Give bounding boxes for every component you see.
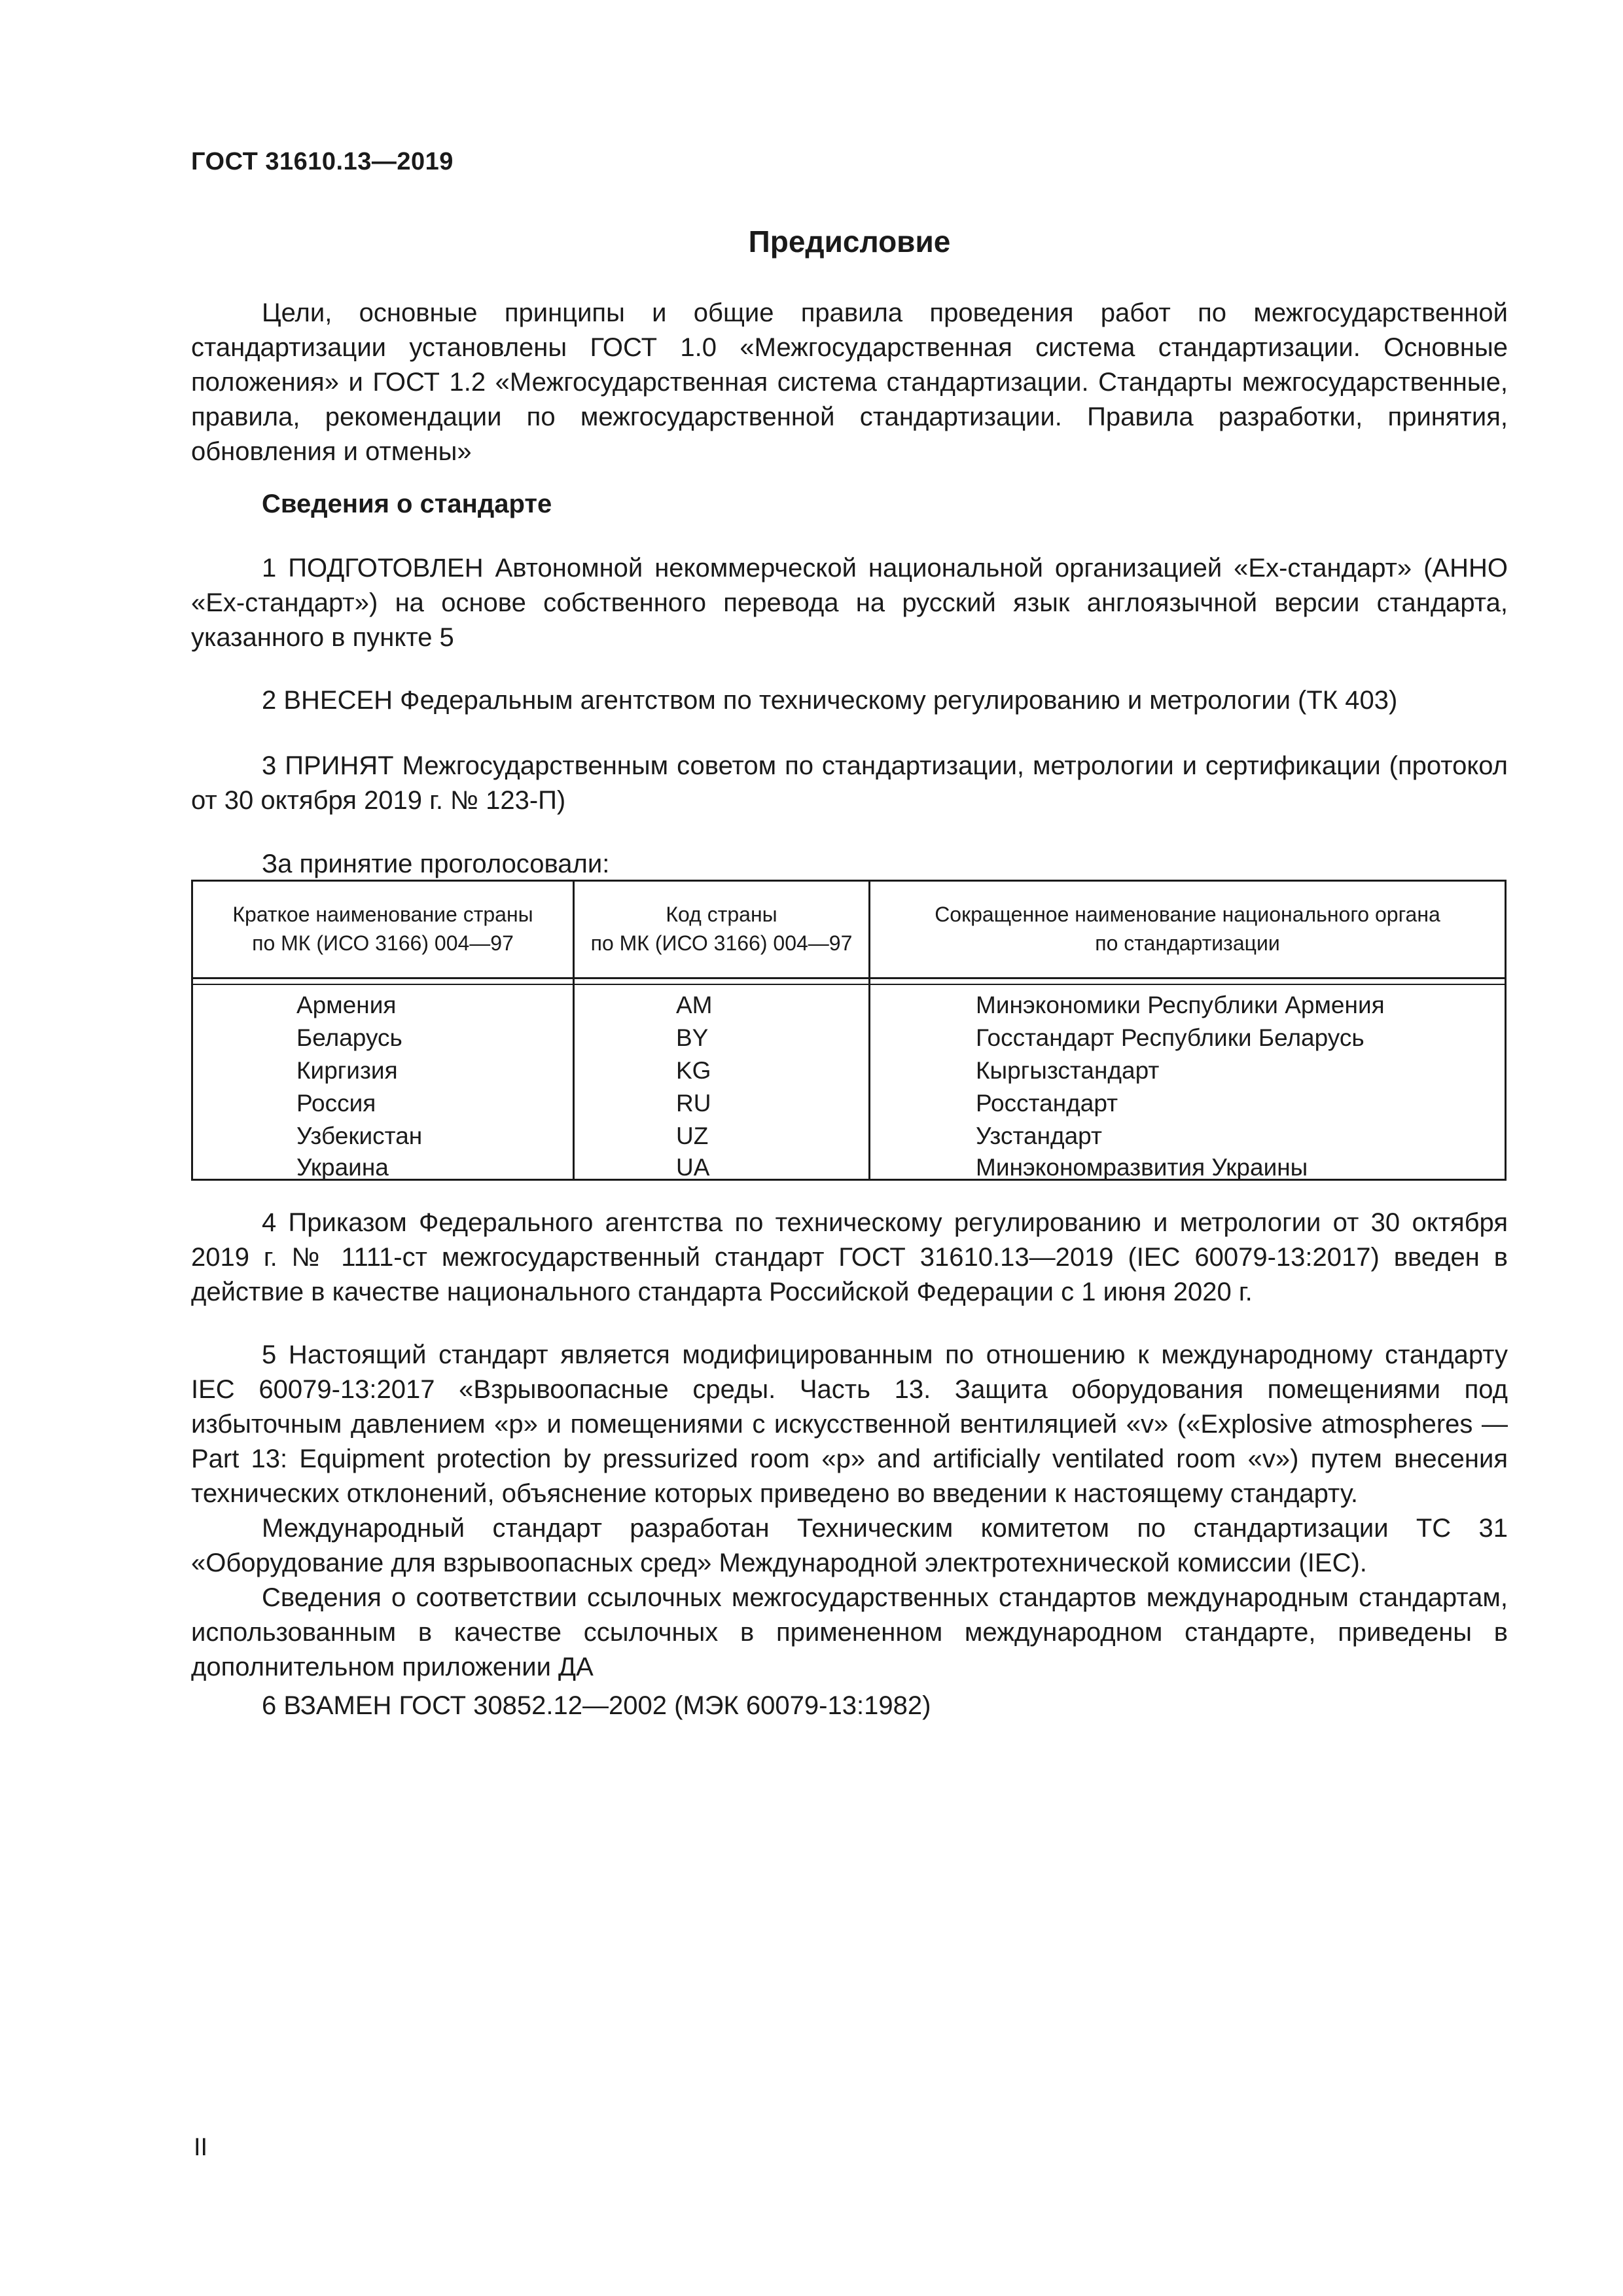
table-cell-country: Армения [296, 992, 397, 1018]
table-cell-code: UZ [676, 1122, 709, 1149]
item-2-paragraph: 2 ВНЕСЕН Федеральным агентством по техническому регулированию и метрологии (ТК 403) [262, 686, 1398, 715]
voting-table [191, 880, 1507, 1181]
section-title: Предисловие [748, 224, 951, 259]
about-standard-heading: Сведения о стандарте [262, 490, 552, 518]
table-cell-code: RU [676, 1090, 711, 1117]
table-cell-body: Узстандарт [976, 1122, 1102, 1149]
table-cell-body: Минэкономики Республики Армения [976, 992, 1385, 1018]
table-cell-code: AM [676, 992, 713, 1018]
table-cell-body: Росстандарт [976, 1090, 1118, 1117]
page-number: II [194, 2134, 208, 2161]
table-cell-body: Госстандарт Республики Беларусь [976, 1024, 1364, 1051]
table-cell-country: Украина [296, 1154, 389, 1181]
table-header-rule [193, 984, 1505, 985]
table-cell-code: BY [676, 1024, 709, 1051]
intro-paragraph: Цели, основные принципы и общие правила проведения работ по межгосударственной стандартизации установлены ГОСТ 1.0 «Межгосударственная система стандартизации. Основные положения» и ГОСТ 1.2 «Межгосударственная система стандартизации. Стандарты межгосударственные, правила, рекомендации по межгосударственной стандартизации. Правила разработки, принятия, обновления и отмены» [191, 298, 1508, 466]
table-cell-country: Узбекистан [296, 1122, 423, 1149]
table-cell-code: UA [676, 1154, 710, 1181]
document-code: ГОСТ 31610.13—2019 [191, 148, 454, 175]
table-cell-body: Кыргызстандарт [976, 1057, 1160, 1084]
document-page [191, 0, 1508, 2296]
table-header-body: Сокращенное наименование национального органа по стандартизации [935, 903, 1440, 955]
item-3-paragraph: 3 ПРИНЯТ Межгосударственным советом по стандартизации, метрологии и сертификации (протокол от 30 октября 2019 г. № 123-П) [191, 751, 1508, 815]
table-cell-body: Минэкономразвития Украины [976, 1154, 1308, 1181]
item-6-paragraph: 6 ВЗАМЕН ГОСТ 30852.12—2002 (МЭК 60079-13:1982) [262, 1691, 931, 1720]
table-cell-code: KG [676, 1057, 711, 1084]
voted-label: За принятие проголосовали: [262, 850, 610, 878]
table-header-code: Код страны по МК (ИСО 3166) 004—97 [590, 903, 853, 955]
item-4-paragraph: 4 Приказом Федерального агентства по техническому регулированию и метрологии от 30 октября 2019 г. № 1111-ст межгосударственный стандарт ГОСТ 31610.13—2019 (IEC 60079-13:2017) введен в действие в качестве национального стандарта Российской Федерации с 1 июня 2020 г. [191, 1208, 1508, 1306]
table-cell-country: Беларусь [296, 1024, 402, 1051]
table-cell-country: Киргизия [296, 1057, 398, 1084]
table-header-rule [193, 977, 1505, 979]
table-cell-country: Россия [296, 1090, 376, 1117]
item-1-paragraph: 1 ПОДГОТОВЛЕН Автономной некоммерческой национальной организацией «Ех-стандарт» (АННО «Ех-стандарт») на основе собственного перевода на русский язык англоязычной версии стандарта, указанного в пункте 5 [191, 554, 1508, 652]
item-5-paragraph: 5 Настоящий стандарт является модифицированным по отношению к международному стандарту IEC 60079-13:2017 «Взрывоопасные среды. Часть 13. Защита оборудования помещениями под избыточным давлением «р» и помещениями с искусственной вентиляцией «v» («Explosive atmospheres — Part 13: Equipment protection by pressurized room «р» and artificially ventilated room «v») путем внесения технических отклонений, объяснение которых приведено во введении к настоящему стандарту. Международный стандарт разработан Техническим комитетом по стандартизации ТС 31 «Оборудование для взрывоопасных сред» Международной электротехнической комиссии (IEC). Сведения о соответствии ссылочных межгосударственных стандартов международным стандартам, использованным в качестве ссылочных в примененном международном стандарте, приведены в дополнительном приложении ДА [191, 1340, 1508, 1681]
table-header-country: Краткое наименование страны по МК (ИСО 3166) 004—97 [232, 903, 533, 955]
